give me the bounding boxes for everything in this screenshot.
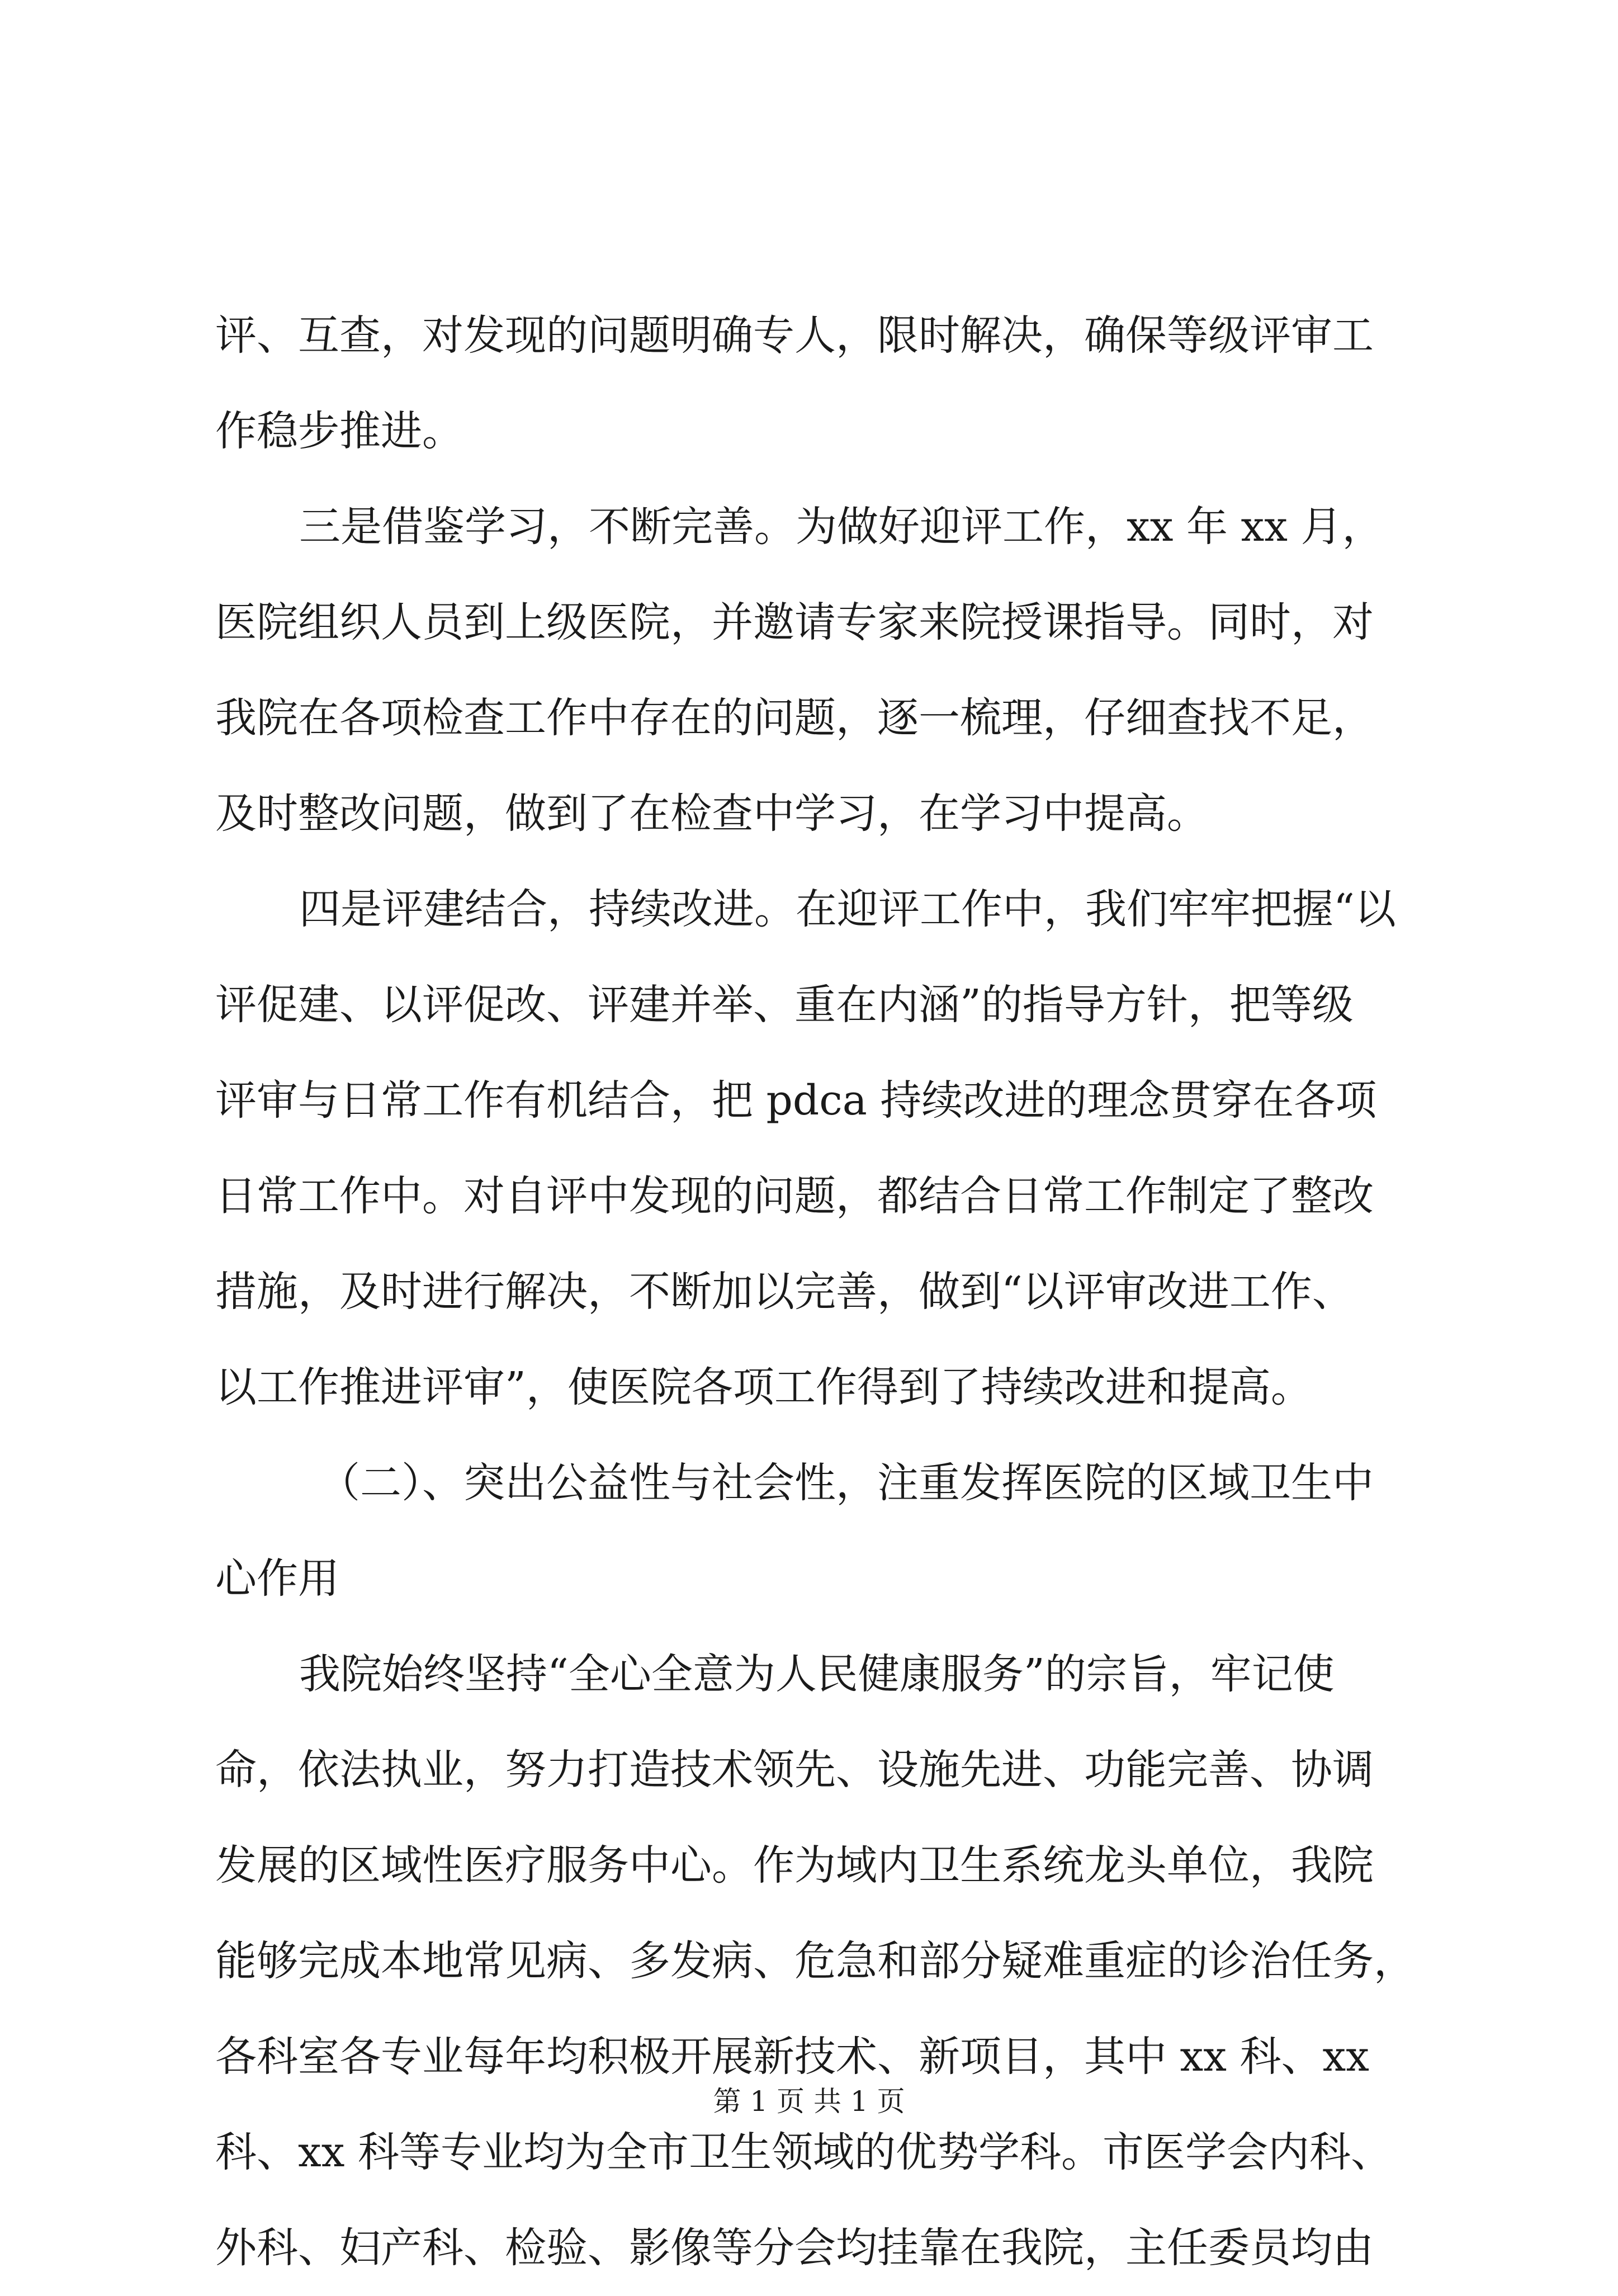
text-line: 评审与日常工作有机结合，把 pdca 持续改进的理念贯穿在各项 xyxy=(215,1076,1377,1125)
text-line: 以工作推进评审”，使医院各项工作得到了持续改进和提高。 xyxy=(215,1363,1312,1411)
text-line: 命，依法执业，努力打造技术领先、设施先进、功能完善、协调 xyxy=(215,1746,1374,1794)
page-number-footer: 第 1 页 共 1 页 xyxy=(713,2085,905,2118)
text-line: 我院在各项检查工作中存在的问题，逐一梳理，仔细查找不足， xyxy=(215,694,1374,742)
text-line: 日常工作中。对自评中发现的问题，都结合日常工作制定了整改 xyxy=(215,1172,1374,1220)
text-line: 能够完成本地常见病、多发病、危急和部分疑难重症的诊治任务， xyxy=(215,1937,1415,1985)
document-body xyxy=(215,288,1417,2296)
text-line: 措施，及时进行解决，不断加以完善，做到“以评审改进工作、 xyxy=(215,1268,1354,1316)
text-line: 作稳步推进。 xyxy=(215,407,463,455)
paragraph-first-line: 三是借鉴学习，不断完善。为做好迎评工作，xx 年 xx 月， xyxy=(299,503,1384,551)
text-line: 各科室各专业每年均积极开展新技术、新项目，其中 xx 科、xx xyxy=(215,2033,1369,2081)
text-line: 评促建、以评促改、评建并举、重在内涵”的指导方针，把等级 xyxy=(215,981,1354,1029)
section-heading-continued: 心作用 xyxy=(215,1555,339,1603)
paragraph-first-line: 四是评建结合，持续改进。在迎评工作中，我们牢牢把握“以 xyxy=(299,885,1396,933)
text-line: 及时整改问题，做到了在检查中学习，在学习中提高。 xyxy=(215,790,1208,838)
text-line: 外科、妇产科、检验、影像等分会均挂靠在我院，主任委员均由 xyxy=(215,2224,1374,2272)
section-heading: （二）、突出公益性与社会性，注重发挥医院的区域卫生中 xyxy=(319,1459,1374,1507)
text-line: 医院组织人员到上级医院，并邀请专家来院授课指导。同时，对 xyxy=(215,598,1374,646)
paragraph-first-line: 我院始终坚持“全心全意为人民健康服务”的宗旨，牢记使 xyxy=(299,1650,1335,1698)
text-line: 发展的区域性医疗服务中心。作为域内卫生系统龙头单位，我院 xyxy=(215,1841,1374,1889)
text-line: 评、互查，对发现的问题明确专人，限时解决，确保等级评审工 xyxy=(215,311,1374,360)
text-line: 科、xx 科等专业均为全市卫生领域的优势学科。市医学会内科、 xyxy=(215,2128,1392,2176)
